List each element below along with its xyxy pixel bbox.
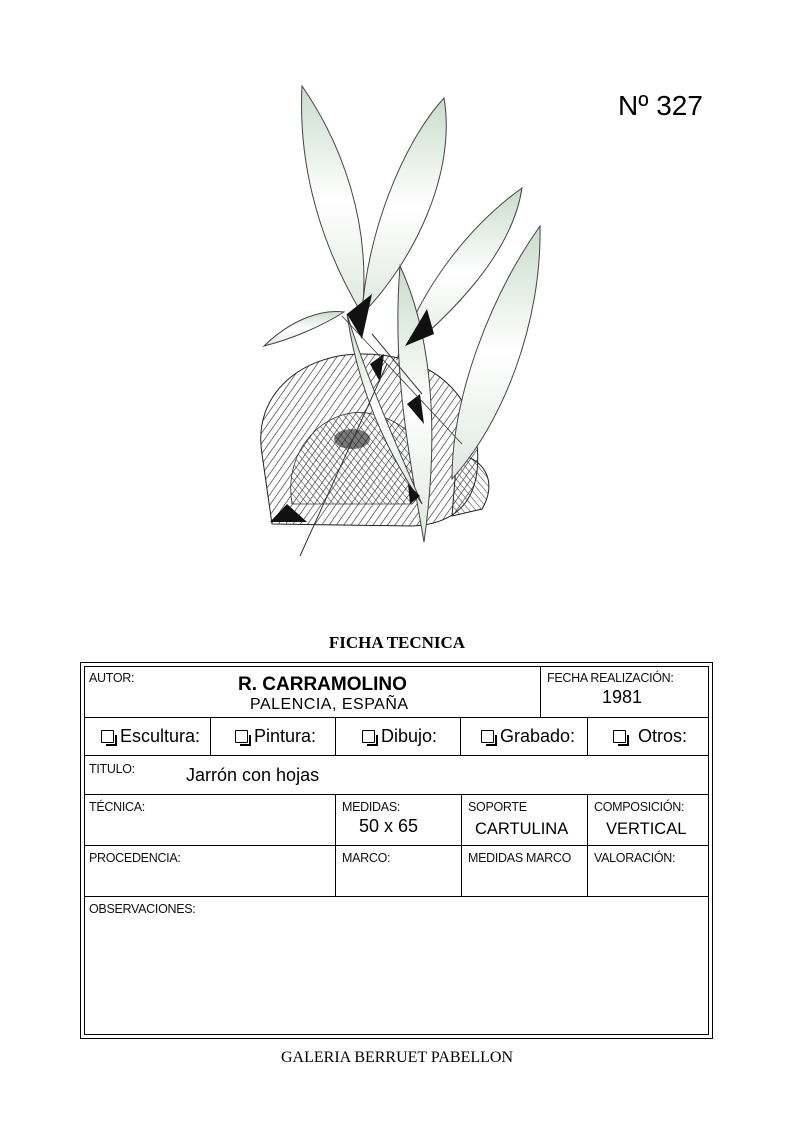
checkbox-icon (481, 730, 494, 743)
valoracion-label: VALORACIÓN: (594, 851, 676, 865)
checkbox-icon (362, 730, 375, 743)
option-grabado[interactable]: Grabado: (481, 726, 575, 747)
option-escultura[interactable]: Escultura: (101, 726, 200, 747)
checkbox-icon (235, 730, 248, 743)
artwork-drawing (212, 64, 572, 576)
fecha-value: 1981 (602, 687, 643, 707)
checkbox-icon (101, 730, 114, 743)
option-pintura[interactable]: Pintura: (235, 726, 316, 747)
checkbox-icon (613, 730, 626, 743)
technical-sheet (80, 662, 713, 1039)
marco-label: MARCO: (342, 851, 391, 865)
autor-name: R. CARRAMOLINO (238, 674, 407, 695)
titulo-label: TITULO: (89, 762, 135, 776)
autor-label: AUTOR: (89, 671, 135, 685)
soporte-label: SOPORTE (468, 800, 527, 814)
tecnica-label: TÉCNICA: (89, 800, 145, 814)
titulo-value: Jarrón con hojas (186, 765, 320, 785)
procedencia-label: PROCEDENCIA: (89, 851, 181, 865)
sheet-heading: FICHA TECNICA (328, 633, 466, 652)
option-otros[interactable]: Otros: (613, 726, 687, 747)
autor-place: PALENCIA, ESPAÑA (250, 696, 409, 713)
composicion-label: COMPOSICIÓN: (594, 800, 685, 814)
sheet-inner-frame (84, 666, 709, 1035)
soporte-value: CARTULINA (475, 820, 569, 838)
medidas-label: MEDIDAS: (342, 800, 401, 814)
artwork-image (212, 64, 572, 576)
composicion-value: VERTICAL (606, 820, 687, 838)
fecha-label: FECHA REALIZACIÓN: (547, 671, 674, 685)
medidas-marco-label: MEDIDAS MARCO (468, 851, 572, 865)
medidas-value: 50 x 65 (359, 816, 419, 836)
gallery-footer: GALERIA BERRUET PABELLON (280, 1049, 513, 1066)
catalog-number: Nº 327 (618, 90, 703, 121)
observaciones-label: OBSERVACIONES: (89, 902, 196, 916)
option-dibujo[interactable]: Dibujo: (362, 726, 437, 747)
